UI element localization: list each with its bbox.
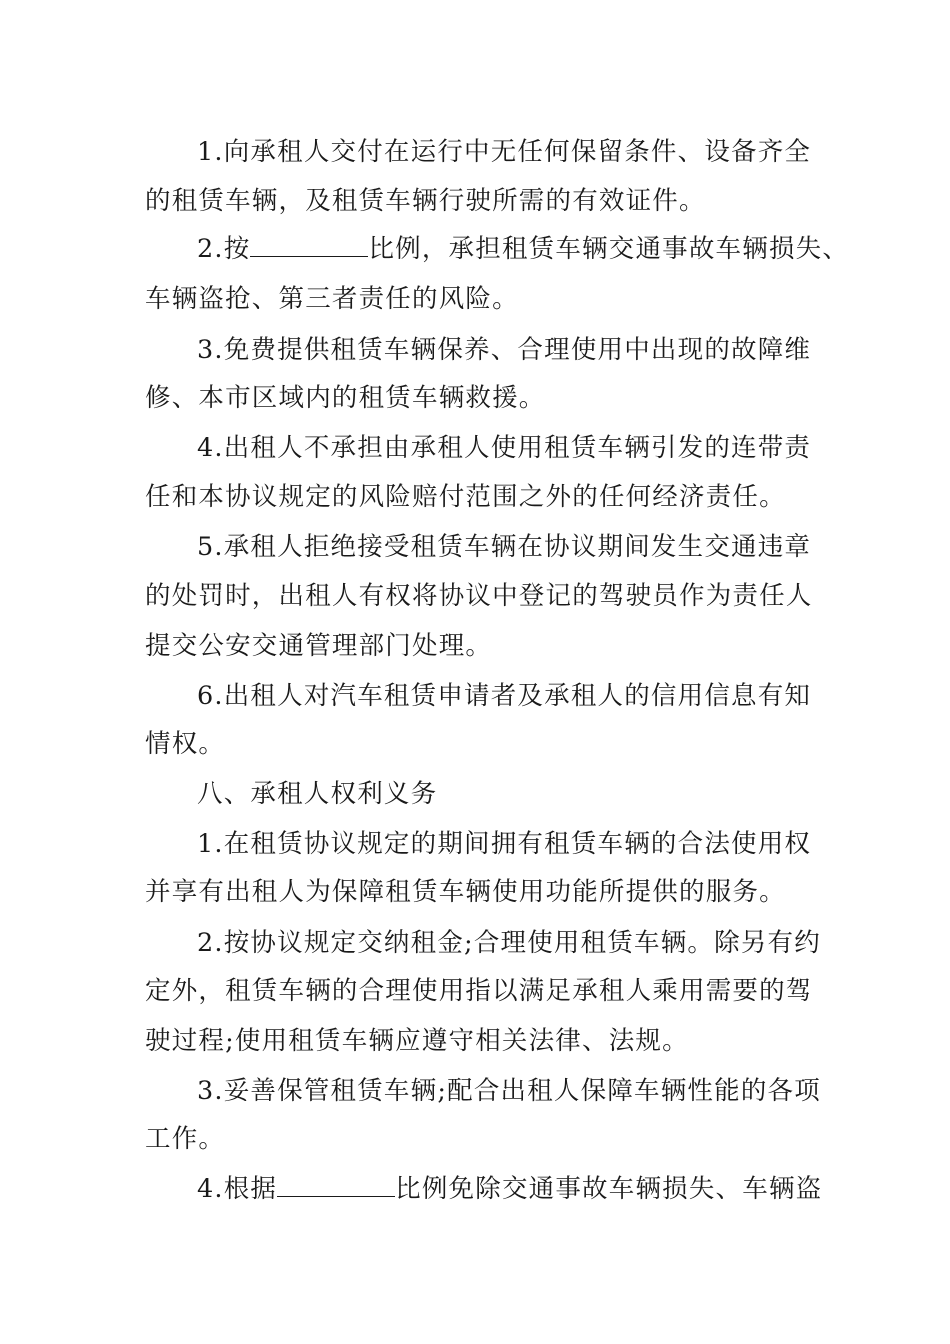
line-text: 4.出租人不承担由承租人使用租赁车辆引发的连带责 xyxy=(197,433,812,463)
line-text: 工作。 xyxy=(145,1124,226,1154)
line-text: 3.免费提供租赁车辆保养、合理使用中出现的故障维 xyxy=(197,335,812,365)
paragraph-line xyxy=(197,433,811,463)
paragraph-line xyxy=(197,137,811,167)
paragraph-line xyxy=(197,681,811,711)
line-text: 的租赁车辆，及租赁车辆行驶所需的有效证件。 xyxy=(145,186,706,216)
line-text: 的处罚时，出租人有权将协议中登记的驾驶员作为责任人 xyxy=(145,581,813,611)
fill-in-blank xyxy=(250,234,368,257)
paragraph-line xyxy=(145,877,786,907)
heading-text: 八、承租人权利义务 xyxy=(197,779,438,809)
line-text: 6.出租人对汽车租赁申请者及承租人的信用信息有知 xyxy=(197,681,812,711)
line-text: 1.向承租人交付在运行中无任何保留条件、设备齐全 xyxy=(197,137,812,167)
section-heading xyxy=(197,779,437,809)
line-text: 3.妥善保管租赁车辆;配合出租人保障车辆性能的各项 xyxy=(197,1076,821,1106)
paragraph-line xyxy=(197,928,821,958)
line-text: 比例，承担租赁车辆交通事故车辆损失、 xyxy=(368,234,850,264)
paragraph-line xyxy=(197,532,811,562)
line-text: 4.根据 xyxy=(197,1174,278,1204)
paragraph-line xyxy=(197,1174,822,1204)
line-text: 并享有出租人为保障租赁车辆使用功能所提供的服务。 xyxy=(145,877,786,907)
paragraph-line xyxy=(145,976,813,1006)
line-text: 比例免除交通事故车辆损失、车辆盗 xyxy=(395,1174,823,1204)
line-text: 提交公安交通管理部门处理。 xyxy=(145,631,493,661)
paragraph-line xyxy=(145,1026,689,1056)
paragraph-line xyxy=(197,335,811,365)
paragraph-line xyxy=(145,186,706,216)
paragraph-line xyxy=(197,829,811,859)
line-text: 驶过程;使用租赁车辆应遵守相关法律、法规。 xyxy=(145,1026,689,1056)
line-text: 定外，租赁车辆的合理使用指以满足承租人乘用需要的驾 xyxy=(145,976,813,1006)
line-text: 情权。 xyxy=(145,729,226,759)
line-text: 车辆盗抢、第三者责任的风险。 xyxy=(145,284,519,314)
paragraph-line xyxy=(145,383,546,413)
paragraph-line xyxy=(145,482,786,512)
line-text: 1.在租赁协议规定的期间拥有租赁车辆的合法使用权 xyxy=(197,829,812,859)
line-text: 2.按 xyxy=(197,234,251,264)
paragraph-line xyxy=(197,1076,821,1106)
line-text: 任和本协议规定的风险赔付范围之外的任何经济责任。 xyxy=(145,482,786,512)
paragraph-line xyxy=(145,631,492,661)
paragraph-line xyxy=(197,234,849,264)
fill-in-blank xyxy=(277,1174,395,1197)
line-text: 2.按协议规定交纳租金;合理使用租赁车辆。除另有约 xyxy=(197,928,821,958)
paragraph-line xyxy=(145,284,519,314)
line-text: 修、本市区域内的租赁车辆救援。 xyxy=(145,383,546,413)
paragraph-line xyxy=(145,729,225,759)
paragraph-line xyxy=(145,1124,225,1154)
paragraph-line xyxy=(145,581,813,611)
line-text: 5.承租人拒绝接受租赁车辆在协议期间发生交通违章 xyxy=(197,532,812,562)
